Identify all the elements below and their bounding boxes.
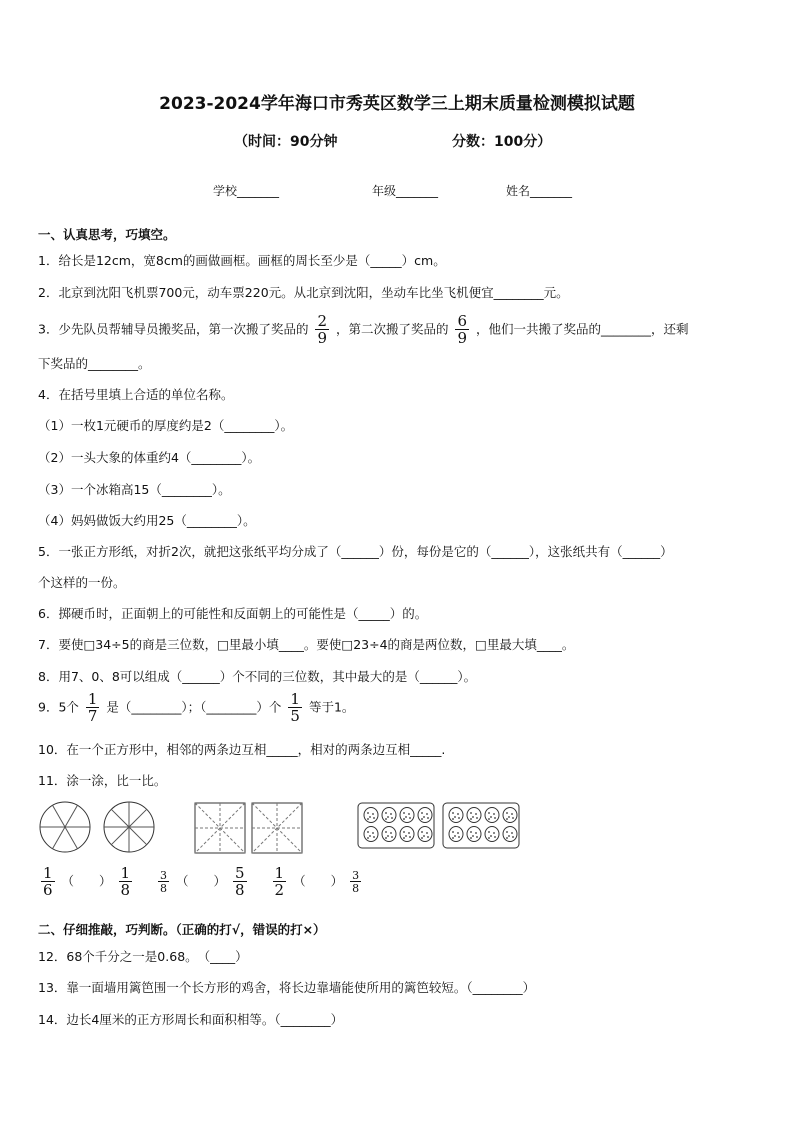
strawberry-seed xyxy=(403,818,405,820)
fraction-1-8: $\frac{1}{8}$ xyxy=(120,864,131,899)
strawberry-icon xyxy=(364,827,378,842)
strawberry-seed xyxy=(452,831,454,833)
exam-score: 分数：100分） xyxy=(452,134,552,150)
strawberry-icon xyxy=(449,808,463,823)
strawberry-seed xyxy=(488,831,490,833)
circle-sixths xyxy=(40,802,90,852)
strawberry-seed xyxy=(405,816,407,818)
strawberry-seed xyxy=(391,817,393,819)
question-3-line-2: 下奖品的________。 xyxy=(38,356,151,371)
question-4-1: （1）一枚1元硬币的厚度约是2（________）。 xyxy=(38,418,294,433)
strawberry-seed xyxy=(493,832,495,834)
fraction-1-6: $\frac{1}{6}$ xyxy=(43,864,53,899)
strawberry-seed xyxy=(490,816,492,818)
strawberry-seed xyxy=(490,835,492,837)
school-field: 学校_______ xyxy=(213,184,280,198)
strawberry-seed xyxy=(387,816,389,818)
strawberry-boxes xyxy=(357,802,521,850)
strawberry-icon xyxy=(382,808,396,823)
strawberry-seed xyxy=(367,831,369,833)
question-1: 1．给长是12cm，宽8cm的画做画框。画框的周长至少是（_____）cm。 xyxy=(38,253,446,268)
strawberry-seed xyxy=(426,832,428,834)
strawberry-icon xyxy=(449,827,463,842)
strawberry-seed xyxy=(409,817,411,819)
comparison-row xyxy=(38,866,364,898)
question-9-text-c: 等于1。 xyxy=(308,699,355,715)
fraction-3-8-a: $\frac{3}{8}$ xyxy=(160,869,168,895)
strawberry-seed xyxy=(385,837,387,839)
strawberry-seed xyxy=(403,837,405,839)
fraction-1-5: $\frac{1}{5}$ xyxy=(290,690,300,725)
strawberry-icon xyxy=(382,827,396,842)
strawberry-seed xyxy=(369,816,371,818)
strawberry-seed xyxy=(511,832,513,834)
question-11: 11．涂一涂，比一比。 xyxy=(38,773,167,788)
strawberry-seed xyxy=(506,812,508,814)
strawberry-seed xyxy=(373,836,375,838)
question-5-line-2: 个这样的一份。 xyxy=(38,575,126,590)
strawberry-seed xyxy=(475,832,477,834)
fraction-3-8-b: $\frac{3}{8}$ xyxy=(352,869,360,895)
section-1-heading: 一、认真思考，巧填空。 xyxy=(38,227,176,242)
circle-figures xyxy=(38,800,162,856)
square-eighths-a xyxy=(195,803,245,853)
strawberry-seed xyxy=(385,812,387,814)
grade-field: 年级_______ xyxy=(372,184,439,198)
strawberry-seed xyxy=(476,836,478,838)
strawberry-seed xyxy=(403,831,405,833)
question-7: 7．要使□34÷5的商是三位数，□里最小填____。要使□23÷4的商是两位数，□里最大填____。 xyxy=(38,637,575,652)
strawberry-seed xyxy=(405,835,407,837)
strawberry-seed xyxy=(390,813,392,815)
strawberry-icon xyxy=(467,827,481,842)
strawberry-seed xyxy=(512,817,514,819)
strawberry-seed xyxy=(372,832,374,834)
strawberry-seed xyxy=(367,818,369,820)
strawberry-seed xyxy=(458,836,460,838)
fraction-5-8: $\frac{5}{8}$ xyxy=(235,864,245,899)
question-9-text-a: 9．5个 xyxy=(38,699,79,715)
strawberry-seed xyxy=(506,818,508,820)
question-10: 10．在一个正方形中，相邻的两条边互相_____，相对的两条边互相_____. xyxy=(38,742,446,757)
question-3-text-b: ，第二次搬了奖品的 xyxy=(335,321,449,337)
strawberry-seed xyxy=(427,817,429,819)
strawberry-seed xyxy=(385,831,387,833)
strawberry-seed xyxy=(470,812,472,814)
circle-eighths xyxy=(104,802,154,852)
strawberry-seed xyxy=(403,812,405,814)
strawberry-icon xyxy=(503,827,517,842)
strawberry-seed xyxy=(408,813,410,815)
question-9 xyxy=(38,692,354,724)
question-4-2: （2）一头大象的体重约4（________）。 xyxy=(38,450,261,465)
question-12: 12．68个千分之一是0.68。 （____） xyxy=(38,949,248,964)
strawberry-seed xyxy=(506,837,508,839)
square-eighths-b xyxy=(252,803,302,853)
strawberry-seed xyxy=(421,837,423,839)
strawberry-icon xyxy=(467,808,481,823)
compare-blank-2[interactable]: （ ） xyxy=(176,873,227,889)
strawberry-seed xyxy=(470,818,472,820)
page-title: 2023-2024学年海口市秀英区数学三上期末质量检测模拟试题 xyxy=(159,94,635,114)
strawberry-seed xyxy=(506,831,508,833)
strawberry-seed xyxy=(408,832,410,834)
strawberry-seed xyxy=(452,837,454,839)
question-4-4: （4）妈妈做饭大约用25（________）。 xyxy=(38,513,256,528)
question-14: 14．边长4厘米的正方形周长和面积相等。（________） xyxy=(38,1012,344,1027)
question-3-text-a: 3．少先队员帮辅导员搬奖品，第一次搬了奖品的 xyxy=(38,321,309,337)
strawberry-seed xyxy=(470,837,472,839)
square-figures xyxy=(194,802,308,854)
strawberry-seed xyxy=(511,813,513,815)
question-3-text-c: ，他们一共搬了奖品的________，还剩 xyxy=(476,321,689,337)
fraction-6-9: $\frac{6}{9}$ xyxy=(457,312,468,347)
strawberry-seed xyxy=(508,835,510,837)
strawberry-seed xyxy=(426,813,428,815)
strawberry-seed xyxy=(512,836,514,838)
strawberry-seed xyxy=(476,817,478,819)
strawberry-seed xyxy=(494,836,496,838)
strawberry-seed xyxy=(458,817,460,819)
strawberry-seed xyxy=(488,818,490,820)
strawberry-seed xyxy=(423,816,425,818)
strawberry-seed xyxy=(472,816,474,818)
question-4-3: （3）一个冰箱高15（________）。 xyxy=(38,482,231,497)
question-13: 13．靠一面墙用篱笆围一个长方形的鸡舍，将长边靠墙能使所用的篱笆较短。（________） xyxy=(38,980,536,995)
strawberry-seed xyxy=(421,818,423,820)
strawberry-seed xyxy=(452,818,454,820)
fraction-1-2: $\frac{1}{2}$ xyxy=(274,864,285,899)
strawberry-icon xyxy=(400,827,414,842)
strawberry-seed xyxy=(385,818,387,820)
question-4: 4．在括号里填上合适的单位名称。 xyxy=(38,387,234,402)
strawberry-seed xyxy=(457,832,459,834)
strawberry-icon xyxy=(503,808,517,823)
strawberry-seed xyxy=(454,816,456,818)
fraction-1-7: $\frac{1}{7}$ xyxy=(87,690,98,725)
question-6: 6．掷硬币时，正面朝上的可能性和反面朝上的可能性是（_____）的。 xyxy=(38,606,428,621)
fraction-2-9: $\frac{2}{9}$ xyxy=(317,312,327,347)
question-5: 5．一张正方形纸，对折2次，就把这张纸平均分成了（______）份，每份是它的（______），这张纸共有（______） xyxy=(38,544,673,559)
strawberry-seed xyxy=(367,837,369,839)
question-3 xyxy=(38,314,689,346)
strawberry-seed xyxy=(427,836,429,838)
strawberry-seed xyxy=(488,837,490,839)
strawberry-icon xyxy=(485,808,499,823)
strawberry-seed xyxy=(373,817,375,819)
strawberry-seed xyxy=(421,812,423,814)
strawberry-seed xyxy=(423,835,425,837)
strawberry-seed xyxy=(387,835,389,837)
strawberry-seed xyxy=(421,831,423,833)
strawberry-icon xyxy=(418,827,432,842)
strawberry-seed xyxy=(493,813,495,815)
question-9-text-b: 是（________）；（________）个 xyxy=(106,699,282,715)
strawberry-seed xyxy=(367,812,369,814)
strawberry-icon xyxy=(364,808,378,823)
strawberry-seed xyxy=(369,835,371,837)
strawberry-seed xyxy=(452,812,454,814)
strawberry-seed xyxy=(457,813,459,815)
strawberry-icon xyxy=(485,827,499,842)
question-8: 8．用7、0、8可以组成（______）个不同的三位数，其中最大的是（______）。 xyxy=(38,669,477,684)
strawberry-seed xyxy=(494,817,496,819)
strawberry-seed xyxy=(488,812,490,814)
strawberry-seed xyxy=(508,816,510,818)
section-2-heading: 二、仔细推敲，巧判断。（正确的打√，错误的打×） xyxy=(38,922,326,937)
strawberry-icon xyxy=(400,808,414,823)
strawberry-seed xyxy=(475,813,477,815)
compare-blank-3[interactable]: （ ） xyxy=(293,873,344,889)
strawberry-seed xyxy=(390,832,392,834)
exam-time: （时间：90分钟 xyxy=(234,134,338,150)
strawberry-seed xyxy=(470,831,472,833)
strawberry-seed xyxy=(454,835,456,837)
strawberry-icon xyxy=(418,808,432,823)
strawberry-seed xyxy=(391,836,393,838)
question-2: 2．北京到沈阳飞机票700元，动车票220元。从北京到沈阳，坐动车比坐飞机便宜________元。 xyxy=(38,285,569,300)
strawberry-seed xyxy=(472,835,474,837)
strawberry-seed xyxy=(372,813,374,815)
name-field: 姓名_______ xyxy=(506,184,573,198)
compare-blank-1[interactable]: （ ） xyxy=(61,873,112,889)
strawberry-seed xyxy=(409,836,411,838)
